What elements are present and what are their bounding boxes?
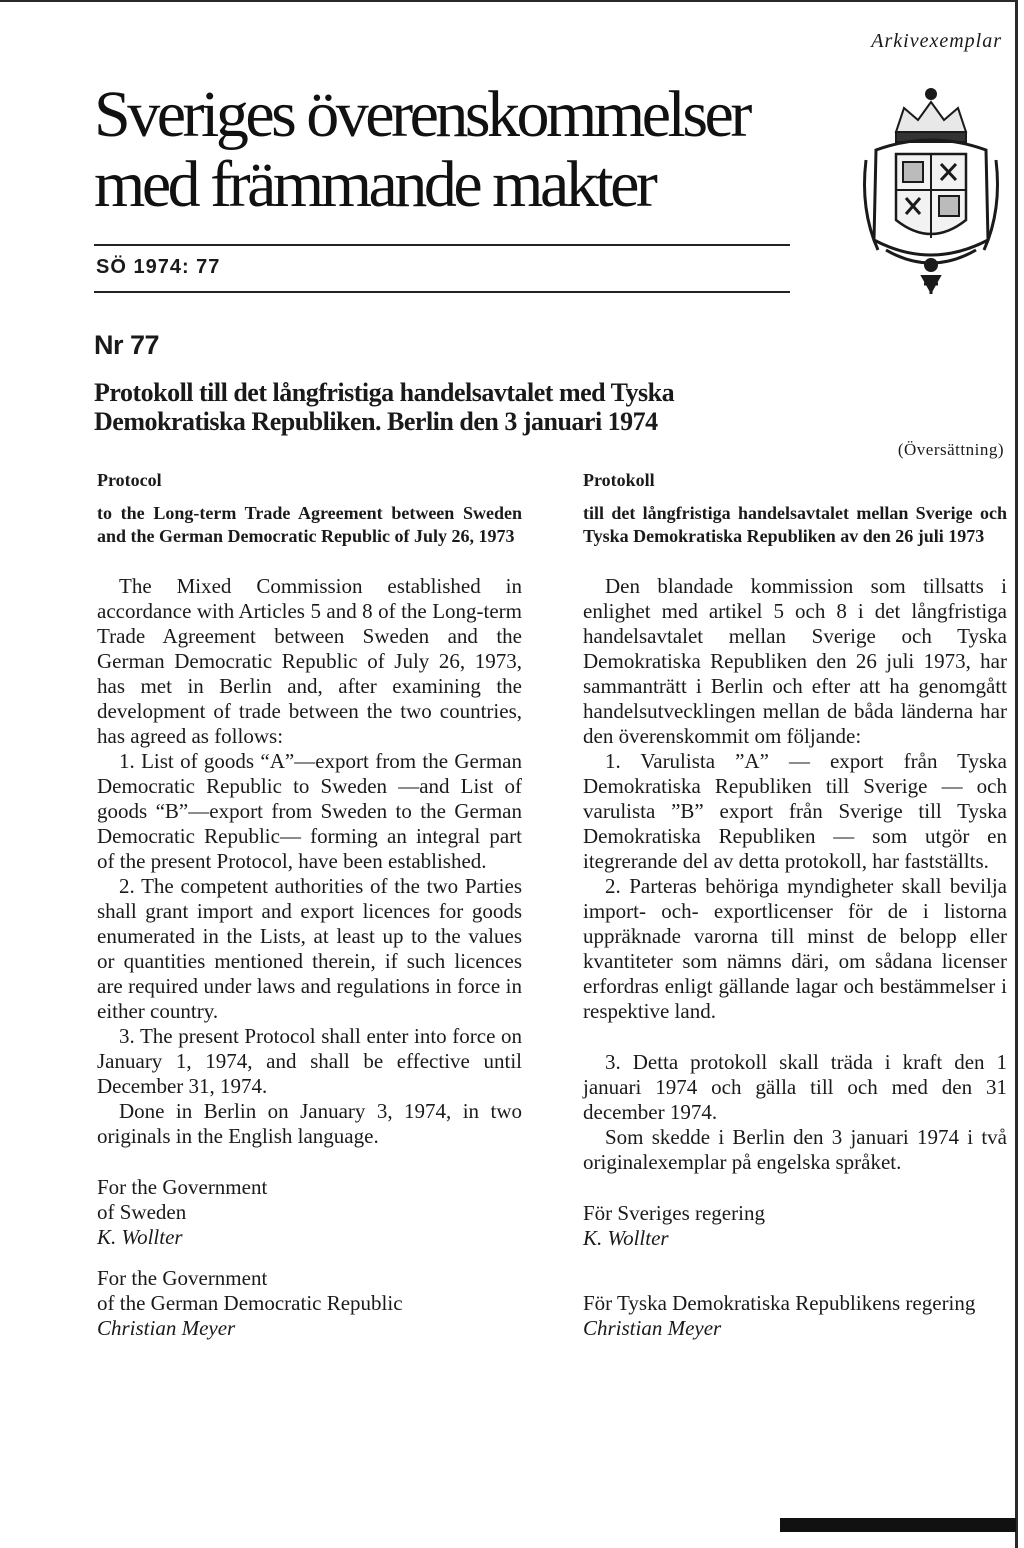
page-edge-mark xyxy=(780,1518,1016,1532)
page-border-top xyxy=(0,0,1016,2)
swedish-coat-of-arms-icon xyxy=(856,80,1006,300)
swedish-signatory-2: Christian Meyer xyxy=(583,1316,722,1340)
english-article-2: 2. The competent authorities of the two Parties shall grant import and export licences for goods enumerated in the Lists, at least up to the values or quantities mentioned therein, if such licences are required under laws and regulations in force in either country. xyxy=(97,874,522,1023)
document-number: Nr 77 xyxy=(94,330,160,360)
series-code: SÖ 1974: 77 xyxy=(96,256,221,278)
document-title xyxy=(94,378,814,436)
english-subheading: to the Long-term Trade Agreement between Sweden and the German Democratic Republic of July 26, 1973 xyxy=(97,503,522,546)
rule-top xyxy=(94,244,790,246)
english-done-clause: Done in Berlin on January 3, 1974, in two originals in the English language. xyxy=(97,1099,522,1148)
english-intro: The Mixed Commission established in accordance with Articles 5 and 8 of the Long-term Trade Agreement between Sweden and the German Democratic Republic of July 26, 1973, has met in Berlin and, after examining the development of trade between the two countries, has agreed as follows: xyxy=(97,574,522,748)
english-signatory-2: Christian Meyer xyxy=(97,1316,236,1340)
english-signature-2-line-2: of the German Democratic Republic xyxy=(97,1291,403,1315)
english-signature-2-line-1: For the Government xyxy=(97,1266,268,1290)
document-title-line-2: Demokratiska Republiken. Berlin den 3 januari 1974 xyxy=(94,407,658,436)
swedish-signatory-1: K. Wollter xyxy=(583,1226,669,1250)
swedish-done-clause: Som skedde i Berlin den 3 januari 1974 i två originalexemplar på engelska språket. xyxy=(583,1125,1007,1174)
swedish-column xyxy=(583,468,1007,1341)
english-article-3: 3. The present Protocol shall enter into force on January 1, 1974, and shall be effective until December 31, 1974. xyxy=(97,1024,522,1098)
translation-note: (Översättning) xyxy=(897,440,1004,459)
page-border-right xyxy=(1015,0,1018,1548)
english-signatory-1: K. Wollter xyxy=(97,1225,183,1249)
swedish-article-2: 2. Parteras behöriga myndigheter skall bevilja import- och- exportlicenser för de i listorna uppräknade varorna till minst de belopp eller kvantiteter som nämns däri, om sådana licenser erfordras enligt gällande lagar och bestämmelser i respektive land. xyxy=(583,874,1007,1023)
swedish-article-1: 1. Varulista ”A” — export från Tyska Demokratiska Republiken till Sverige — och varulista ”B” export från Sverige till Tyska Demokratiska Republiken — som utgör en itegrerande del av detta protokoll, har fastställts. xyxy=(583,749,1007,873)
swedish-article-3: 3. Detta protokoll skall träda i kraft den 1 januari 1974 och gälla till och med den 31 december 1974. xyxy=(583,1050,1007,1124)
swedish-signature-1-line-1: För Sveriges regering xyxy=(583,1201,765,1225)
swedish-heading: Protokoll xyxy=(583,470,655,490)
english-column xyxy=(97,468,522,1341)
masthead-line-1: Sveriges överenskommelser xyxy=(94,78,749,151)
english-signature-1-line-1: For the Government xyxy=(97,1175,268,1199)
english-article-1: 1. List of goods “A”—export from the German Democratic Republic to Sweden —and List of goods “B”—export from Sweden to the German Democratic Republic— forming an integral part of the present Protocol, have been established. xyxy=(97,749,522,873)
swedish-signature-2-line-1: För Tyska Demokratiska Republikens regering xyxy=(583,1291,976,1315)
document-title-line-1: Protokoll till det långfristiga handelsavtalet med Tyska xyxy=(94,378,675,407)
masthead xyxy=(94,80,814,220)
swedish-intro: Den blandade kommission som tillsatts i enlighet med artikel 5 och 8 i det långfristiga handelsavtalet mellan Sverige och Tyska Demokratiska Republiken den 26 juli 1973, har sammanträtt i Berlin och efter att ha genomgått handelsutvecklingen mellan de båda länderna har den överenskommit om följande: xyxy=(583,574,1007,748)
rule-bottom xyxy=(94,291,790,293)
english-heading: Protocol xyxy=(97,470,162,490)
swedish-subheading: till det långfristiga handelsavtalet mellan Sverige och Tyska Demokratiska Republiken av den 26 juli 1973 xyxy=(583,503,1007,546)
english-signature-1-line-2: of Sweden xyxy=(97,1200,187,1224)
archive-stamp: Arkivexemplar xyxy=(871,30,1002,52)
masthead-line-2: med främmande makter xyxy=(94,148,655,221)
